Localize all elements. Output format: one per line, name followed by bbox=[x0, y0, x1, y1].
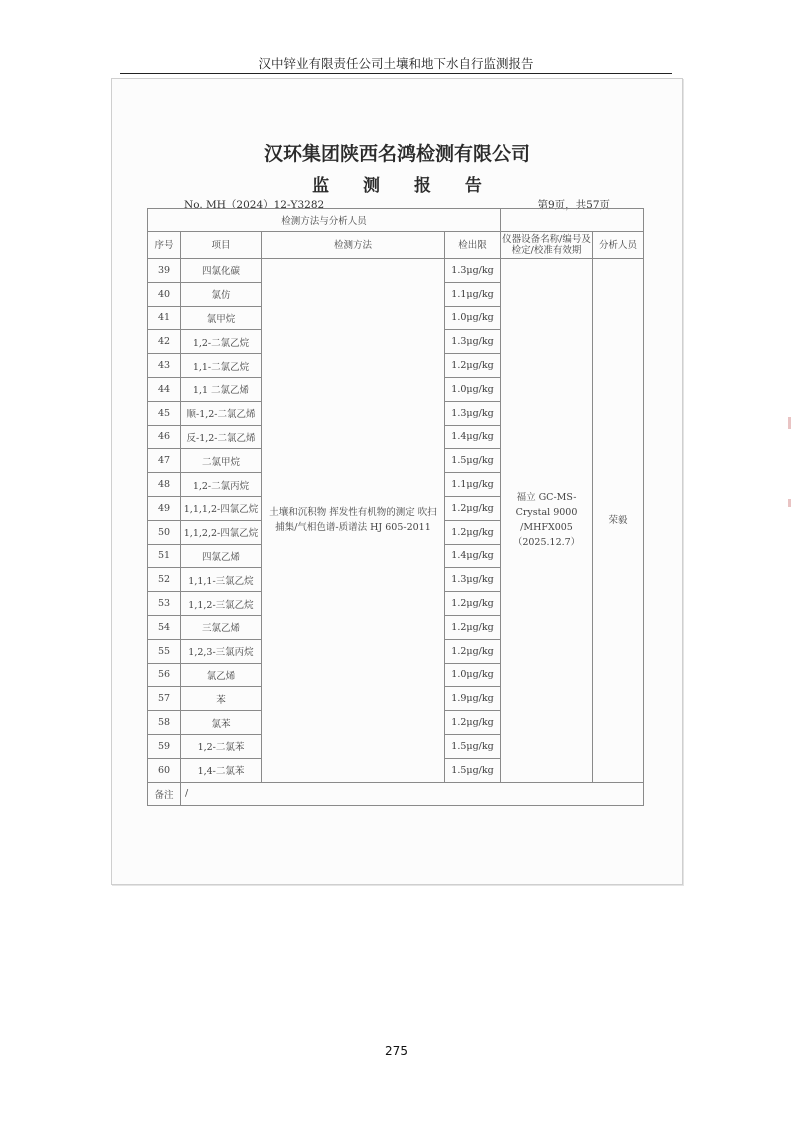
row-item: 1,4-二氯苯 bbox=[181, 758, 262, 782]
row-lod: 1.0μg/kg bbox=[445, 306, 501, 330]
row-lod: 1.1μg/kg bbox=[445, 473, 501, 497]
row-seq: 53 bbox=[148, 592, 181, 616]
row-seq: 44 bbox=[148, 377, 181, 401]
row-item: 四氯乙烯 bbox=[181, 544, 262, 568]
row-item: 氯苯 bbox=[181, 711, 262, 735]
header-lod: 检出限 bbox=[445, 232, 501, 259]
notes-row bbox=[148, 782, 644, 805]
method-cell: 土壤和沉积物 挥发性有机物的测定 吹扫捕集/气相色谱-质谱法 HJ 605-2011 bbox=[262, 259, 445, 783]
method-table bbox=[147, 208, 644, 806]
row-item: 二氯甲烷 bbox=[181, 449, 262, 473]
notes-value: / bbox=[181, 782, 644, 805]
scanned-report-page bbox=[111, 78, 683, 885]
row-seq: 47 bbox=[148, 449, 181, 473]
row-item: 反-1,2-二氯乙烯 bbox=[181, 425, 262, 449]
row-lod: 1.2μg/kg bbox=[445, 592, 501, 616]
row-seq: 58 bbox=[148, 711, 181, 735]
row-seq: 59 bbox=[148, 734, 181, 758]
row-item: 顺-1,2-二氯乙烯 bbox=[181, 401, 262, 425]
report-number: No. MH（2024）12-Y3282 bbox=[184, 199, 325, 211]
row-item: 氯甲烷 bbox=[181, 306, 262, 330]
row-lod: 1.2μg/kg bbox=[445, 711, 501, 735]
page-of-total: 第9页，共57页 bbox=[537, 199, 610, 211]
row-lod: 1.2μg/kg bbox=[445, 639, 501, 663]
row-seq: 57 bbox=[148, 687, 181, 711]
row-item: 1,1,2-三氯乙烷 bbox=[181, 592, 262, 616]
row-lod: 1.3μg/kg bbox=[445, 259, 501, 283]
method-table-body bbox=[148, 209, 644, 806]
row-seq: 55 bbox=[148, 639, 181, 663]
row-lod: 1.3μg/kg bbox=[445, 568, 501, 592]
row-lod: 1.5μg/kg bbox=[445, 758, 501, 782]
notes-label: 备注 bbox=[148, 782, 181, 805]
row-lod: 1.2μg/kg bbox=[445, 520, 501, 544]
header-analyst: 分析人员 bbox=[593, 232, 644, 259]
instrument-cell: 福立 GC-MS-Crystal 9000 /MHFX005 （2025.12.7） bbox=[501, 259, 593, 783]
row-seq: 41 bbox=[148, 306, 181, 330]
row-lod: 1.4μg/kg bbox=[445, 425, 501, 449]
header-seq: 序号 bbox=[148, 232, 181, 259]
row-seq: 43 bbox=[148, 354, 181, 378]
header-method: 检测方法 bbox=[262, 232, 445, 259]
row-item: 氯仿 bbox=[181, 282, 262, 306]
row-seq: 39 bbox=[148, 259, 181, 283]
report-title: 监 测 报 告 bbox=[312, 176, 496, 196]
analyst-cell: 荣毅 bbox=[593, 259, 644, 783]
header-row bbox=[148, 232, 644, 259]
row-item: 1,2,3-三氯丙烷 bbox=[181, 639, 262, 663]
row-item: 苯 bbox=[181, 687, 262, 711]
row-seq: 40 bbox=[148, 282, 181, 306]
row-seq: 49 bbox=[148, 496, 181, 520]
row-seq: 45 bbox=[148, 401, 181, 425]
row-lod: 1.4μg/kg bbox=[445, 544, 501, 568]
company-name: 汉环集团陕西名鸿检测有限公司 bbox=[263, 143, 530, 165]
row-item: 1,1,1,2-四氯乙烷 bbox=[181, 496, 262, 520]
row-item: 1,1,1-三氯乙烷 bbox=[181, 568, 262, 592]
row-seq: 42 bbox=[148, 330, 181, 354]
header-item: 项目 bbox=[181, 232, 262, 259]
header-rule bbox=[120, 73, 672, 74]
row-item: 1,2-二氯苯 bbox=[181, 734, 262, 758]
scan-edge-mark bbox=[788, 417, 791, 429]
table-caption: 检测方法与分析人员 bbox=[148, 209, 501, 232]
row-seq: 60 bbox=[148, 758, 181, 782]
row-lod: 1.5μg/kg bbox=[445, 449, 501, 473]
row-item: 1,2-二氯乙烷 bbox=[181, 330, 262, 354]
method-table-wrapper bbox=[147, 208, 643, 806]
row-seq: 51 bbox=[148, 544, 181, 568]
header-instrument: 仪器设备名称/编号及检定/校准有效期 bbox=[501, 232, 593, 259]
row-item: 1,1 二氯乙烯 bbox=[181, 377, 262, 401]
row-lod: 1.1μg/kg bbox=[445, 282, 501, 306]
row-item: 1,1-二氯乙烷 bbox=[181, 354, 262, 378]
row-item: 1,2-二氯丙烷 bbox=[181, 473, 262, 497]
caption-row bbox=[148, 209, 644, 232]
caption-empty-cell bbox=[501, 209, 644, 232]
row-item: 1,1,2,2-四氯乙烷 bbox=[181, 520, 262, 544]
row-item: 三氯乙烯 bbox=[181, 615, 262, 639]
row-lod: 1.3μg/kg bbox=[445, 401, 501, 425]
row-item: 四氯化碳 bbox=[181, 259, 262, 283]
row-lod: 1.2μg/kg bbox=[445, 354, 501, 378]
row-lod: 1.3μg/kg bbox=[445, 330, 501, 354]
row-item: 氯乙烯 bbox=[181, 663, 262, 687]
scan-edge-mark bbox=[788, 499, 791, 507]
table-row bbox=[148, 259, 644, 283]
row-lod: 1.5μg/kg bbox=[445, 734, 501, 758]
row-lod: 1.0μg/kg bbox=[445, 663, 501, 687]
page-number: 275 bbox=[385, 1044, 408, 1058]
row-seq: 48 bbox=[148, 473, 181, 497]
row-seq: 56 bbox=[148, 663, 181, 687]
row-lod: 1.0μg/kg bbox=[445, 377, 501, 401]
row-lod: 1.2μg/kg bbox=[445, 615, 501, 639]
row-seq: 54 bbox=[148, 615, 181, 639]
row-seq: 50 bbox=[148, 520, 181, 544]
running-header: 汉中锌业有限责任公司土壤和地下水自行监测报告 bbox=[258, 56, 534, 71]
row-seq: 46 bbox=[148, 425, 181, 449]
row-lod: 1.9μg/kg bbox=[445, 687, 501, 711]
row-seq: 52 bbox=[148, 568, 181, 592]
row-lod: 1.2μg/kg bbox=[445, 496, 501, 520]
